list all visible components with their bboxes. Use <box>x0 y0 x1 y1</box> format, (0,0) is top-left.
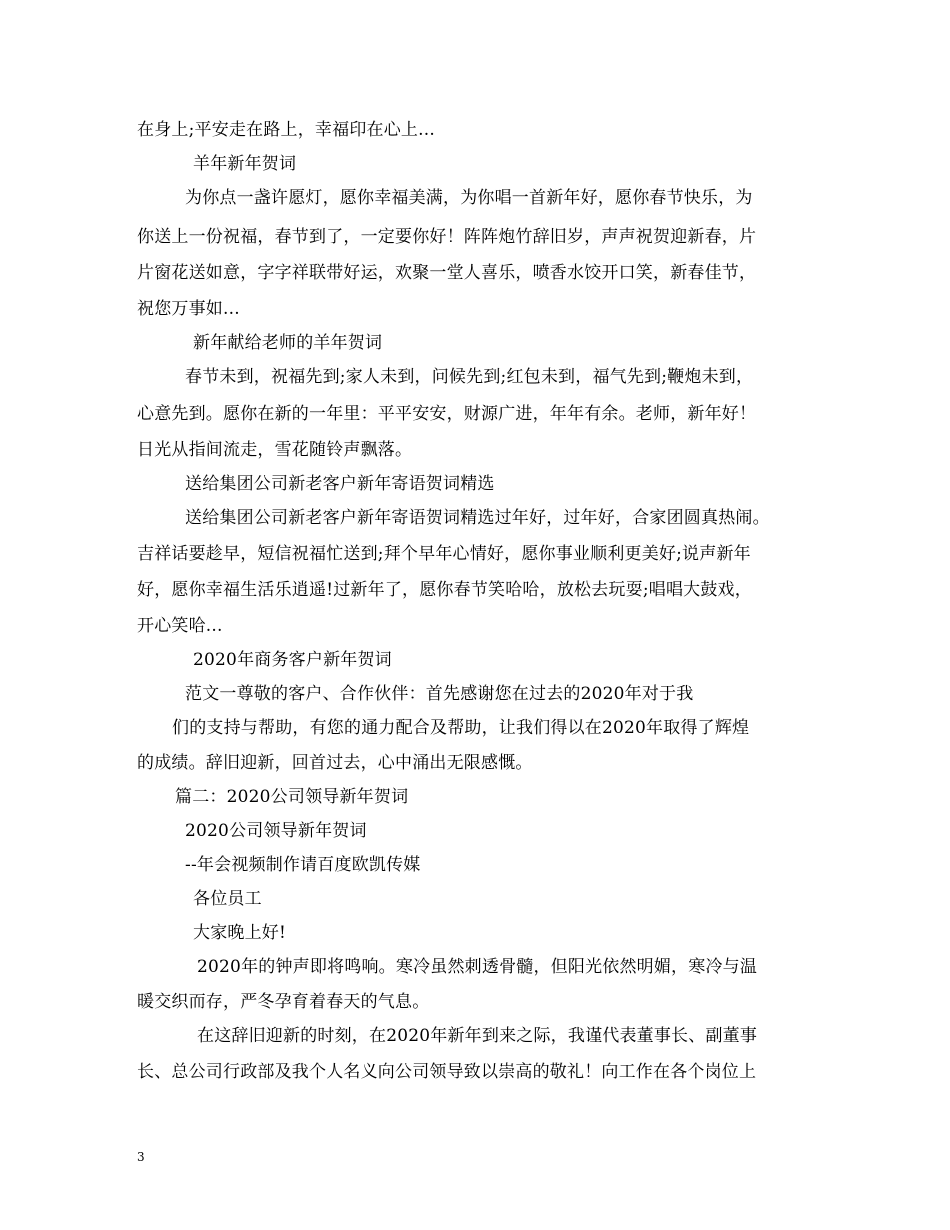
text-line: 吉祥话要趁早，短信祝福忙送到;拜个早年心情好，愿你事业顺利更美好;说声新年 <box>137 544 751 564</box>
text-line: 各位员工 <box>193 889 262 909</box>
section-heading: 羊年新年贺词 <box>193 154 297 174</box>
text-line: 暖交织而存，严冬孕育着春天的气息。 <box>137 992 430 1012</box>
text-line: 你送上一份祝福，春节到了，一定要你好！阵阵炮竹辞旧岁，声声祝贺迎新春，片 <box>137 227 757 247</box>
text-line: 在身上;平安走在路上，幸福印在心上... <box>137 120 435 140</box>
text-line: 的成绩。辞旧迎新，回首过去，心中涌出无限感慨。 <box>137 753 533 773</box>
text-line: 们的支持与帮助，有您的通力配合及帮助，让我们得以在2020年取得了辉煌 <box>172 718 750 738</box>
text-line: 开心笑哈... <box>137 616 223 636</box>
page-number: 3 <box>137 1150 145 1164</box>
text-line: 大家晚上好! <box>193 923 287 943</box>
section-heading: 新年献给老师的羊年贺词 <box>193 333 383 353</box>
section-heading: 2020公司领导新年贺词 <box>185 821 367 841</box>
text-line: 送给集团公司新老客户新年寄语贺词精选过年好，过年好，合家团圆真热闹。 <box>185 508 770 528</box>
text-line: 祝您万事如... <box>137 299 240 319</box>
text-line: 好，愿你幸福生活乐逍遥!过新年了，愿你春节笑哈哈，放松去玩耍;唱唱大鼓戏， <box>137 580 752 600</box>
text-line: 范文一尊敬的客户、合作伙伴：首先感谢您在过去的2020年对于我 <box>185 684 694 704</box>
text-line: 2020年的钟声即将鸣响。寒冷虽然刺透骨髓，但阳光依然明媚，寒冷与温 <box>197 957 758 977</box>
text-line: 春节未到，祝福先到;家人未到，问候先到;红包未到，福气先到;鞭炮未到， <box>185 367 754 387</box>
text-line: 日光从指间流走，雪花随铃声飘落。 <box>137 440 413 460</box>
text-line: --年会视频制作请百度欧凯传媒 <box>185 855 421 875</box>
text-line: 长、总公司行政部及我个人名义向公司领导致以崇高的敬礼！向工作在各个岗位上 <box>137 1062 757 1082</box>
text-line: 心意先到。愿你在新的一年里：平平安安，财源广进，年年有余。老师，新年好！ <box>137 404 757 424</box>
section-heading: 送给集团公司新老客户新年寄语贺词精选 <box>185 474 495 494</box>
section-heading: 篇二：2020公司领导新年贺词 <box>175 787 409 807</box>
text-line: 片窗花送如意，字字祥联带好运，欢聚一堂人喜乐，喷香水饺开口笑，新春佳节， <box>137 263 757 283</box>
text-line: 为你点一盏许愿灯，愿你幸福美满，为你唱一首新年好，愿你春节快乐，为 <box>185 188 753 208</box>
text-line: 在这辞旧迎新的时刻，在2020年新年到来之际，我谨代表董事长、副董事 <box>197 1026 758 1046</box>
section-heading: 2020年商务客户新年贺词 <box>193 650 392 670</box>
